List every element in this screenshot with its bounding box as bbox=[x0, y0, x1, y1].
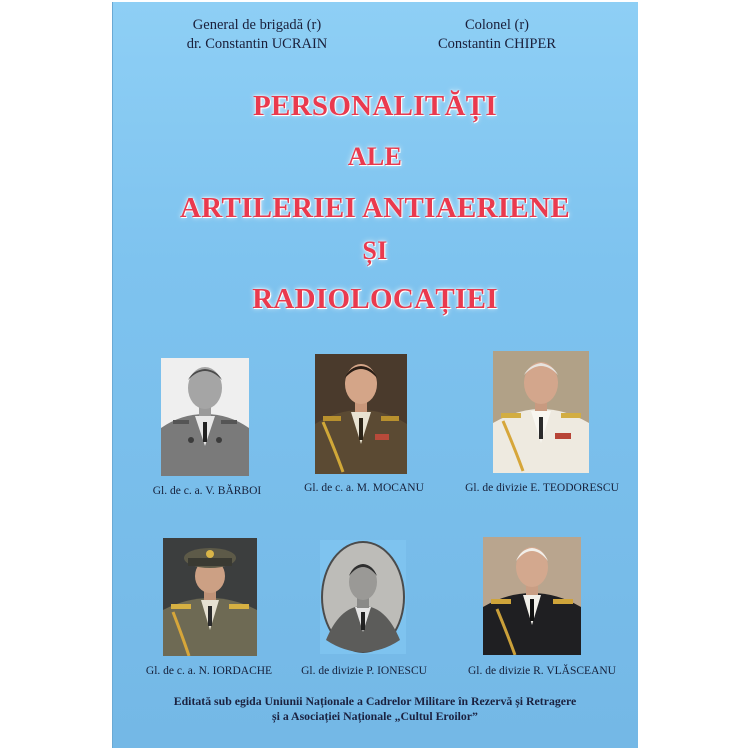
author-left bbox=[142, 16, 372, 54]
author-right-rank: Colonel (r) bbox=[464, 17, 530, 33]
title-line-4: ȘI bbox=[362, 236, 388, 265]
portrait-iordache bbox=[163, 538, 257, 656]
publisher-note-line-2: și a Asociației Naționale „Cultul Eroilor” bbox=[272, 709, 478, 723]
portrait-caption: Gl. de c. a. N. IORDACHE bbox=[145, 665, 273, 677]
portrait-caption: Gl. de divizie P. IONESCU bbox=[301, 665, 427, 677]
portrait-mocanu bbox=[315, 354, 407, 474]
portrait-caption: Gl. de c. a. V. BĂRBOI bbox=[152, 485, 262, 497]
portrait-vlasceanu bbox=[483, 537, 581, 655]
publisher-note bbox=[112, 694, 638, 724]
book-cover bbox=[112, 2, 638, 748]
title-line-2: ALE bbox=[347, 142, 403, 171]
portrait-ionescu bbox=[320, 540, 406, 654]
author-left-rank: General de brigadă (r) bbox=[192, 17, 322, 33]
title-line-1: PERSONALITĂȚI bbox=[252, 90, 497, 122]
title-line-3: ARTILERIEI ANTIAERIENE bbox=[180, 192, 570, 224]
portrait-barboi bbox=[161, 358, 249, 476]
portrait-teodorescu bbox=[493, 351, 589, 473]
author-left-name: dr. Constantin UCRAIN bbox=[186, 36, 328, 52]
portrait-caption: Gl. de divizie R. VLĂSCEANU bbox=[467, 665, 616, 677]
publisher-note-line-1: Editată sub egida Uniunii Naționale a Cadrelor Militare în Rezervă și Retragere bbox=[173, 694, 577, 708]
portrait-caption: Gl. de divizie E. TEODORESCU bbox=[465, 482, 619, 494]
title-line-5: RADIOLOCAȚIEI bbox=[252, 283, 498, 315]
author-right bbox=[412, 16, 582, 54]
portrait-caption: Gl. de c. a. M. MOCANU bbox=[304, 482, 424, 494]
author-right-name: Constantin CHIPER bbox=[437, 36, 557, 52]
